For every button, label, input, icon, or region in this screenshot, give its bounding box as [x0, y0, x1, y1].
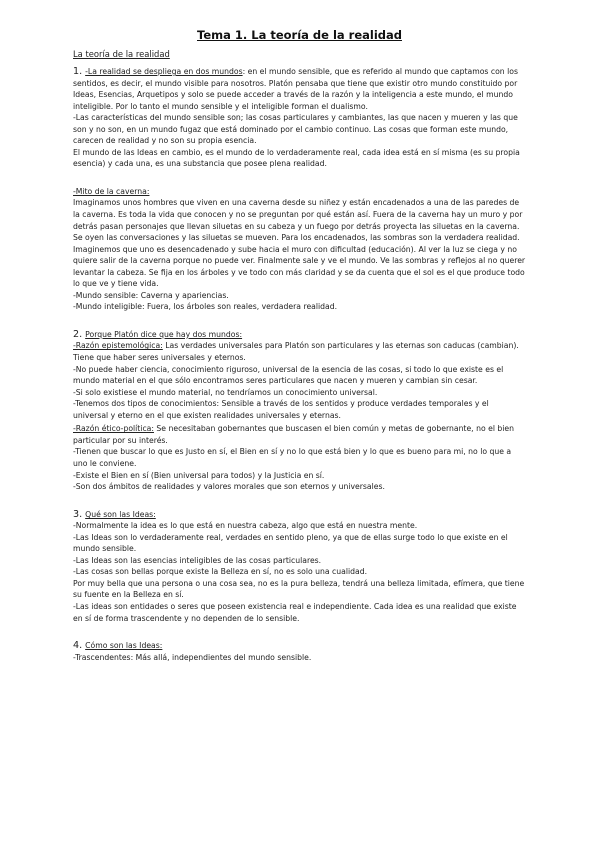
- ethical-political-reason-text: Se necesitaban gobernantes que buscasen el bien común y metas de gobernante, no el bien particular por su interés.: [73, 424, 515, 445]
- section-3-heading: Qué son las Ideas:: [85, 509, 156, 519]
- section-3-bullet-3: -Las Ideas son las esencias inteligibles de las cosas particulares.: [73, 555, 322, 565]
- section-3-bullet-1: -Normalmente la idea es lo que está en nuestra cabeza, algo que está en nuestra mente.: [73, 521, 418, 531]
- section-2-bullet-4: -Tienen que buscar lo que es Justo en sí, el Bien en sí y no lo que está bien y lo que es bueno para mi, no lo que a uno le conviene.: [73, 447, 512, 468]
- section-3-number: 3.: [73, 508, 83, 520]
- section-3-bullet-2: -Las Ideas son lo verdaderamente real, verdades en sentido pleno, ya que de ellas surge todo lo que existe en el mundo sensible.: [73, 532, 508, 554]
- section-4-header: [73, 640, 526, 652]
- cave-myth: [73, 186, 526, 313]
- ethical-political-reason: [73, 423, 526, 446]
- document-title: Tema 1. La teoría de la realidad: [197, 28, 402, 42]
- epistemological-reason-label: -Razón epistemológica:: [73, 341, 163, 351]
- section-2: [73, 329, 526, 493]
- section-3-header: [73, 509, 526, 521]
- section-3-bullet-4: -Las cosas son bellas porque existe la Belleza en sí, no es solo una cualidad.: [73, 567, 368, 577]
- section-1-paragraph-3: El mundo de las Ideas en cambio, es el mundo de lo verdaderamente real, cada idea está en sí misma (es su propia esencia) y cada una, es una substancia que posee plena realidad.: [73, 147, 520, 169]
- section-2-number: 2.: [73, 328, 83, 340]
- epistemological-reason: [73, 340, 526, 363]
- subtitle: La teoría de la realidad: [73, 49, 170, 59]
- section-2-bullet-3: -Tenemos dos tipos de conocimientos: Sensible a través de los sentidos y produce verdades temporales y el universal y eterno en el que existen realidades universales y eternas.: [73, 399, 489, 420]
- section-1-intro: [73, 66, 526, 112]
- section-4-heading: Cómo son las Ideas:: [85, 641, 163, 651]
- ethical-political-reason-label: -Razón ético-política:: [73, 424, 154, 434]
- cave-paragraph-1: Imaginamos unos hombres que viven en una caverna desde su niñez y están encadenados a una de las paredes de la caverna. Es toda la vida que conocen y no se preguntan por qué están así. Fuera de la caverna hay un muro y por detrás pasan personajes que llevan siluetas en su cabeza y un fuego por detrás proyecta las siluetas en la caverna. Se oyen las conversaciones y las siluetas se mueven. Para los encadenados, las sombras son la verdadera realidad.: [73, 198, 523, 243]
- section-1: [73, 66, 526, 170]
- section-3-bullet-5: Por muy bella que una persona o una cosa sea, no es la pura belleza, tendrá una belleza limitada, efímera, que tiene su fuente en la Belleza en sí.: [73, 578, 525, 600]
- section-1-paragraph-2: -Las características del mundo sensible son; las cosas particulares y cambiantes, las que nacen y mueren y las que son y no son, en un mundo fugaz que está dominado por el cambio continuo. Las cosas que forman este mundo, carecen de realidad y no son su propia esencia.: [73, 113, 518, 146]
- section-2-bullet-5: -Existe el Bien en sí (Bien universal para todos) y la Justicia en sí.: [73, 470, 325, 480]
- section-2-heading: Porque Platón dice que hay dos mundos:: [85, 329, 243, 339]
- cave-paragraph-2: Imaginemos que uno es desencadenado y sube hacia el muro con dificultad (educación). Al ver la luz se ciega y no quiere salir de la caverna porque no puede ver. Finalmente sale y ve el mundo. Ve las sombras y reflejos al no querer levantar la cabeza. Se fija en los árboles y ve todo con más claridad y se da cuenta que el sol es el que produce todo lo que ve y tiene vida.: [73, 244, 526, 289]
- cave-intelligible-world: -Mundo inteligible: Fuera, los árboles son reales, verdadera realidad.: [73, 302, 338, 312]
- section-4-bullet-1: -Trascendentes: Más allá, independientes del mundo sensible.: [73, 652, 312, 662]
- section-2-bullet-2: -Si solo existiese el mundo material, no tendríamos un conocimiento universal.: [73, 387, 378, 397]
- section-3: [73, 509, 526, 624]
- section-2-bullet-1: -No puede haber ciencia, conocimiento riguroso, universal de la esencia de las cosas, si todo lo que existe es el mundo material en el que sólo encontramos seres particulares que nacen y mueren y cambian sin cesar.: [73, 364, 504, 386]
- section-2-header: [73, 329, 526, 341]
- section-4-number: 4.: [73, 640, 83, 652]
- section-4: [73, 640, 526, 663]
- epistemological-reason-text: Las verdades universales para Platón son particulares y las eternas son caducas (cambian). Tiene que haber seres universales y eternos.: [73, 341, 519, 363]
- section-3-bullet-6: -Las ideas son entidades o seres que poseen existencia real e independiente. Cada idea es una realidad que existe en sí de forma trascendente y no dependen de lo sensible.: [73, 601, 517, 623]
- section-1-heading: -La realidad se despliega en dos mundos: [85, 67, 243, 76]
- section-2-bullet-6: -Son dos ámbitos de realidades y valores morales que son eternos y universales.: [73, 482, 385, 492]
- section-1-number: 1.: [73, 66, 83, 77]
- cave-sensible-world: -Mundo sensible: Caverna y apariencias.: [73, 290, 229, 300]
- cave-myth-heading: -Mito de la caverna:: [73, 186, 150, 196]
- section-1-lead: : en el mundo sensible, que es referido al mundo que captamos con los sentidos, es decir, el mundo visible para nosotros. Platón pensaba que tiene que existir otro mundo constituido por Ideas, Esencias, Arquetipos y solo se puede acceder a través de la razón y la inteligencia a este mundo, el mundo inteligible. Por lo tanto el mundo sensible y el inteligible forman el dualismo.: [73, 67, 518, 111]
